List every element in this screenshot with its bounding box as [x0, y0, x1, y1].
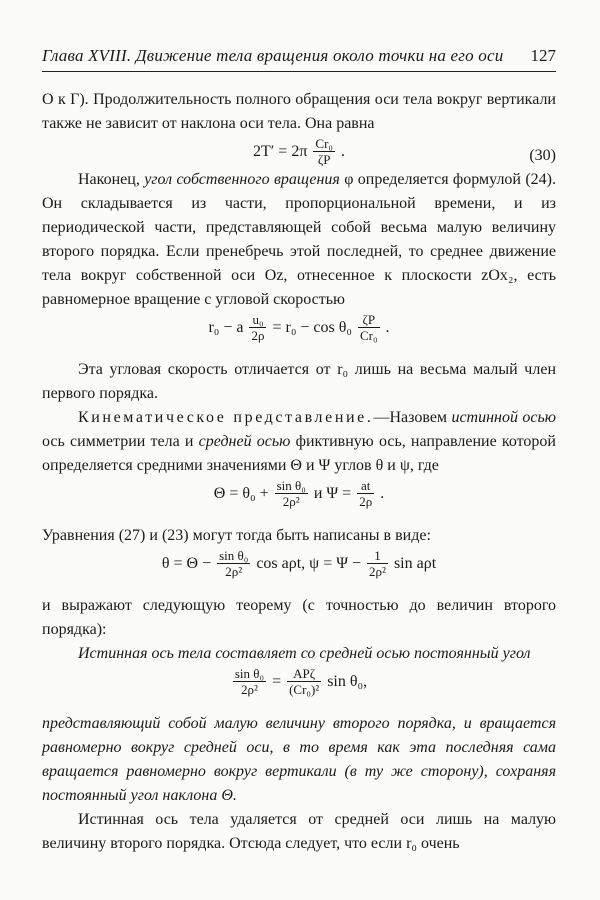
paragraph-period: О к Г). Продолжительность полного обращения оси тела вокруг вертикали также не зависит от наклона оси тела. Она равна — [42, 91, 556, 132]
paragraph-kinematic-representation: Кинематическое представление.—Назовем истинной осью ось симметрии тела и средней осью фиктивную ось, направление которой определяется средними значениями Θ и Ψ углов θ и ψ, где — [42, 409, 557, 474]
equation-angular-velocity: r₀ − a $\frac{\text{u₀}}{2\rho}$ = r₀ − cos θ₀ $\frac{\zeta P}{\text{Cr₀}}$ . — [208, 312, 390, 343]
page-body — [42, 88, 556, 856]
theorem-statement-start: Истинная ось тела составляет со средней осью постоянный угол — [78, 645, 531, 662]
paragraph-theorem-intro: и выражают следующую теорему (с точностью до величин второго порядка): — [42, 597, 556, 638]
page-number: 127 — [530, 46, 556, 65]
theorem-statement-end: представляющий собой малую величину второго порядка, и вращается равномерно вокруг средней оси, в то время как эта последняя сама вращается равномерно вокруг вертикали (в ту же сторону), сохраняя постоянный угол наклона Θ. — [42, 715, 556, 804]
chapter-title: Глава XVIII. Движение тела вращения около точки на его оси — [42, 46, 504, 65]
equation-30: 2T′ = 2π $\frac{\text{Cr₀}}{\zeta P}$ . (30) — [253, 136, 556, 167]
equation-number: (30) — [529, 147, 556, 164]
equation-mean-angles: Θ = θ₀ + $\frac{\text{sin θ₀}}{\text{2ρ²}}$ и Ψ = $\frac{at}{2\rho}$ . — [213, 478, 385, 509]
equation-constant-angle: $\frac{\text{sin θ₀}}{\text{2ρ²}}$ = $\frac{\text{APζ}}{\text{(Cr₀)²}}$ sin θ₀, — [234, 666, 368, 697]
paragraph-equations-form: Уравнения (27) и (23) могут тогда быть написаны в виде: — [42, 527, 431, 544]
running-header — [42, 40, 556, 72]
equation-true-angles: θ = Θ − $\frac{\text{sin θ₀}}{\text{2ρ²}}$ cos aρt, ψ = Ψ − $\frac{1}{\text{2ρ²}}$ sin aρt — [161, 548, 437, 579]
paragraph-conclusion: Истинная ось тела удаляется от средней оси лишь на малую величину второго порядка. Отсюда следует, что если r₀ очень — [42, 811, 556, 852]
paragraph-angular-velocity-note: Эта угловая скорость отличается от r₀ лишь на весьма малый член первого порядка. — [42, 361, 557, 402]
header-rule — [42, 71, 556, 72]
paragraph-own-rotation: Наконец, угол собственного вращения φ определяется формулой (24). Он складывается из части, пропорциональной времени, и из периодической части, представляющей собой весьма малую величину второго порядка. Если пренебречь этой последней, то среднее движение тела вокруг собственной оси Oz, отнесенное к плоскости zOx₂, есть равномерное вращение с угловой скоростью — [42, 171, 556, 308]
